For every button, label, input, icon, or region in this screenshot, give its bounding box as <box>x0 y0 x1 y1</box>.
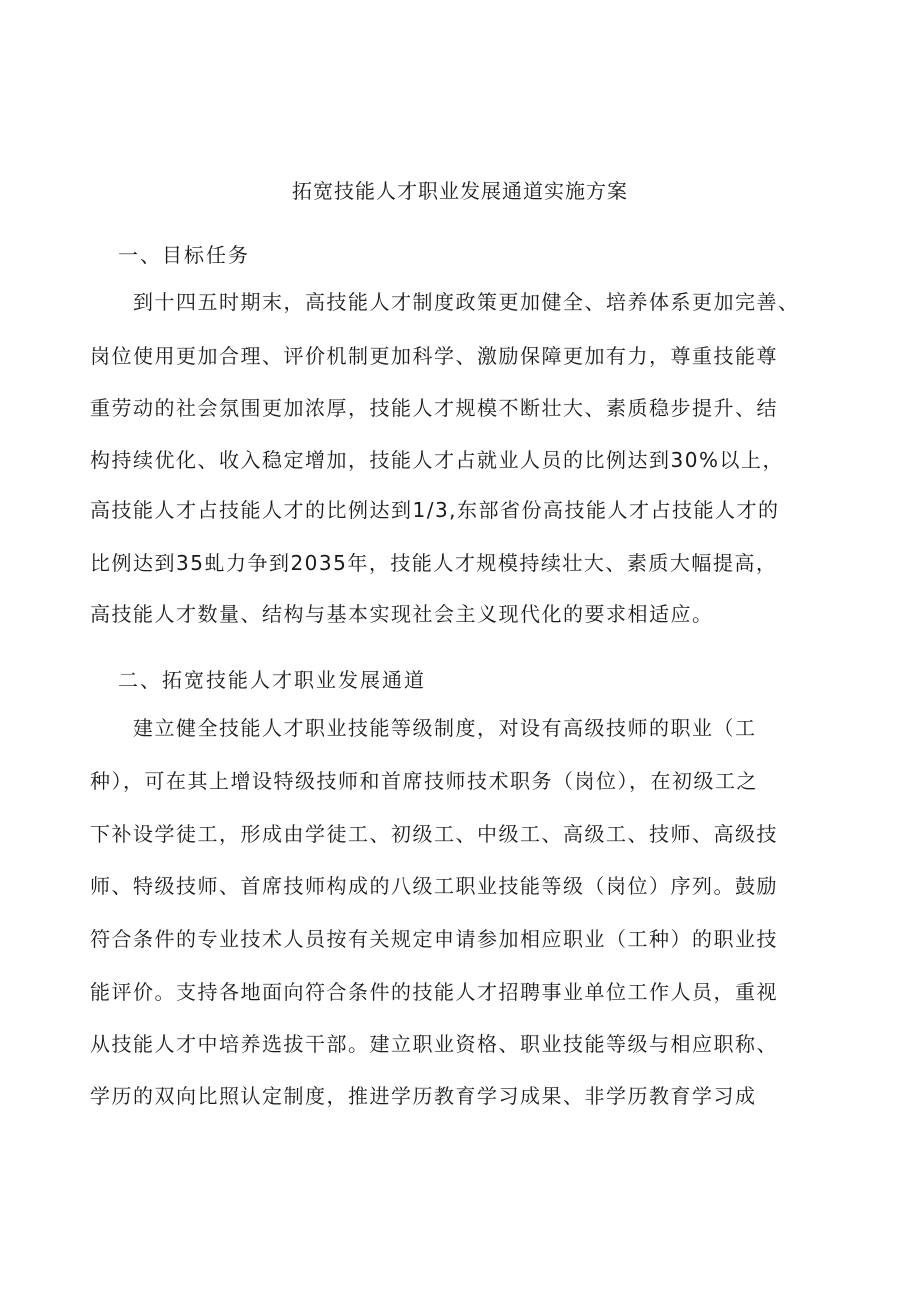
paragraph-line: 岗位使用更加合理、评价机制更加科学、激励保障更加有力，尊重技能尊 <box>90 344 778 368</box>
paragraph-line: 重劳动的社会氛围更加浓厚，技能人才规模不断壮大、素质稳步提升、结 <box>90 396 778 420</box>
paragraph-line: 符合条件的专业技术人员按有关规定申请参加相应职业（工种）的职业技 <box>90 927 778 951</box>
paragraph-line: 到十四五时期末，高技能人才制度政策更加健全、培养体系更加完善、 <box>133 290 800 314</box>
paragraph-line: 从技能人才中培养选拔干部。建立职业资格、职业技能等级与相应职称、 <box>90 1032 778 1056</box>
paragraph-line: 师、特级技师、首席技师构成的八级工职业技能等级（岗位）序列。鼓励 <box>90 874 778 898</box>
paragraph-line: 高技能人才占技能人才的比例达到1/3,东部省份高技能人才占技能人才的 <box>90 498 780 522</box>
paragraph-line: 构持续优化、收入稳定增加，技能人才占就业人员的比例达到30%以上， <box>90 448 784 472</box>
document-title: 拓宽技能人才职业发展通道实施方案 <box>292 179 628 203</box>
section-heading-channels: 二、拓宽技能人才职业发展通道 <box>118 668 426 692</box>
section-heading-goals: 一、目标任务 <box>118 243 250 267</box>
paragraph-line: 建立健全技能人才职业技能等级制度，对设有高级技师的职业（工 <box>133 716 757 740</box>
paragraph-line: 下补设学徒工，形成由学徒工、初级工、中级工、高级工、技师、高级技 <box>90 822 778 846</box>
paragraph-line: 学历的双向比照认定制度，推进学历教育学习成果、非学历教育学习成 <box>90 1084 757 1108</box>
paragraph-line: 能评价。支持各地面向符合条件的技能人才招聘事业单位工作人员，重视 <box>90 980 778 1004</box>
paragraph-line: 种），可在其上增设特级技师和首席技师技术职务（岗位），在初级工之 <box>90 769 758 793</box>
paragraph-line: 比例达到35虬力争到2035年，技能人才规模持续壮大、素质大幅提高， <box>90 551 778 575</box>
paragraph-line: 高技能人才数量、结构与基本实现社会主义现代化的要求相适应。 <box>90 602 714 626</box>
